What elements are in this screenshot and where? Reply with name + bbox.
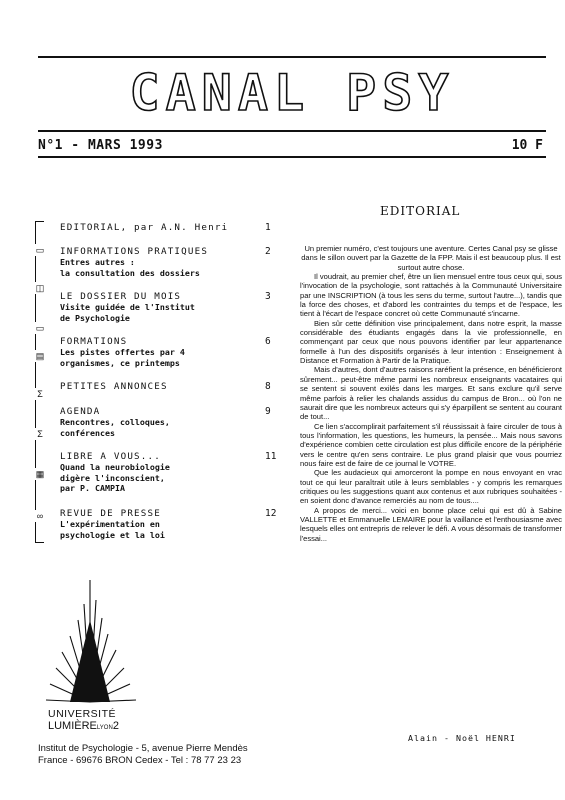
frame-icon: ◫ xyxy=(35,283,45,293)
toc-item-informations[interactable] xyxy=(60,246,270,278)
institute-line2: France - 69676 BRON Cedex - Tel : 78 77 23 23 xyxy=(38,755,242,766)
institute-address xyxy=(38,743,248,767)
editorial-heading: EDITORIAL xyxy=(380,204,461,218)
toc-item-title: INFORMATIONS PRATIQUES xyxy=(60,246,209,257)
toc-item-revue[interactable] xyxy=(60,508,270,540)
editorial-paragraph: Ce lien s'accomplirait parfaitement s'il réussissait à faire circuler de tous à tous l'information, les questions, les humeurs, la pensée... Mais nous savons d'expérience combien cette circulation est plus difficile encore de la périphérie vers le centre qu'en sens contraire. Le plus grand plaisir que vous pourriez nous faire est de faire de ce journal le VOTRE. xyxy=(300,421,562,468)
editorial-paragraph: Que les audacieux qui amorceront la pompe en nous envoyant en vrac tout ce qui leur paraîtrait utile à leurs semblables - y compris les remarques critiques ou les suggestions quant aux contenus et aux rubriques souhaitées - en soient donc d'avance remerciés au nom de tous.... xyxy=(300,468,562,506)
editorial-paragraph: Mais d'autres, dont d'autres raisons raréfient la présence, en bénéficieront sûrement... peut-être même parmi les nombreux enseignants vacataires qui se sentent si souvent exilés dans les marges. Et sans exclure qu'il serve même parfois à relier les chalands assidus du campus de Bron... où l'on ne saurait dire que les nombreux acteurs qui s'y éparpillent se sentent au courant de tout... xyxy=(300,365,562,422)
toc-page-number: 11 xyxy=(265,451,277,462)
toc-item-title: PETITES ANNONCES xyxy=(60,381,168,392)
editorial-paragraph: A propos de merci... voici en bonne place celui qui est dû à Sabine VALLETTE et Emmanuelle LEMAIRE pour la vaillance et l'enthousiasme avec lesquels elles ont entrepris de relever le défi. A vous désormais de transformer l'essai... xyxy=(300,505,562,543)
university-line2 xyxy=(48,720,119,734)
issue-rule xyxy=(38,156,546,158)
top-rule xyxy=(38,56,546,58)
toc-item-title: LIBRE A VOUS... xyxy=(60,451,161,462)
toc-item-libre[interactable] xyxy=(60,451,270,494)
grid-icon: ▦ xyxy=(35,469,45,479)
bar-icon: ▭ xyxy=(35,323,45,333)
masthead-rule xyxy=(38,130,546,132)
toc-item-annonces[interactable] xyxy=(60,381,270,392)
toc-item-title: LE DOSSIER DU MOIS xyxy=(60,291,182,302)
university-logo xyxy=(40,560,140,720)
loop-icon: ∞ xyxy=(34,510,46,522)
toc-item-desc: Les pistes offertes par 4 organismes, ce printemps xyxy=(60,347,185,368)
toc-item-formations[interactable] xyxy=(60,336,270,368)
toc-item-desc: Visite guidée de l'Institut de Psychologie xyxy=(60,302,195,323)
toc-page-number: 6 xyxy=(265,336,271,347)
editorial-paragraph: Il voudrait, au premier chef, être un lien mensuel entre tous ceux qui, sous l'invocation de la psychologie, sont rattachés à la Communauté Universitaire par une INSCRIPTION (à tous les sens du terme, surtout l'autre...), tandis que la force des choses, et d'abord les contraintes du temps et de l'espace, les tient à l'écart de l'espace concret où cette Communauté s'incarne. xyxy=(300,272,562,319)
masthead-title: CANAL PSY xyxy=(129,64,455,122)
toc-page-number: 8 xyxy=(265,381,271,392)
toc-page-number: 9 xyxy=(265,406,271,417)
university-number: 2 xyxy=(112,720,119,732)
toc-page-number: 2 xyxy=(265,246,271,257)
toc-item-title: FORMATIONS xyxy=(60,336,128,347)
editorial-paragraph: Un premier numéro, c'est toujours une aventure. Certes Canal psy se glisse dans le sillon ouvert par la Gazette de la FPP. Mais il est beaucoup plus. Il est surtout autre chose. xyxy=(301,244,561,272)
toc-item-desc: Quand la neurobiologie digère l'inconscient, par P. CAMPIA xyxy=(60,462,170,493)
pattern-icon: ▤ xyxy=(35,351,45,361)
university-lyon: LYON xyxy=(96,725,113,731)
toc-item-editorial[interactable] xyxy=(60,222,270,233)
editorial-body xyxy=(300,244,562,543)
toc-item-desc: L'expérimentation en psychologie et la loi xyxy=(60,519,165,540)
university-lumiere: LUMIÈRE xyxy=(48,720,97,732)
book-icon: ▭ xyxy=(35,245,45,255)
toc-bracket xyxy=(35,221,44,543)
toc-item-desc: Entres autres : la consultation des dossiers xyxy=(60,257,200,278)
masthead-logo xyxy=(38,60,546,122)
toc-item-title: REVUE DE PRESSE xyxy=(60,508,161,519)
toc-item-agenda[interactable] xyxy=(60,406,270,438)
editorial-signature: Alain - Noël HENRI xyxy=(408,733,516,743)
sigma-icon: Σ xyxy=(34,428,46,440)
toc-page-number: 3 xyxy=(265,291,271,302)
editorial-paragraph: Bien sûr cette définition vise principalement, dans notre esprit, la masse considérable des étudiants engagés dans la vie professionnelle, en commençant par ceux que nous pouvons identifier par leur appartenance formelle à l'un des dispositifs organisés à leur intention : Enseignement à Distance et Formation à Partir de la Pratique. xyxy=(300,318,562,366)
university-line1: UNIVERSITÉ xyxy=(48,708,117,720)
university-name xyxy=(48,708,119,734)
issue-price: 10 F xyxy=(511,138,543,153)
sigma-icon: Σ xyxy=(34,388,46,400)
toc-item-desc: Rencontres, colloques, conférences xyxy=(60,417,170,438)
issue-number: N°1 - MARS 1993 xyxy=(38,138,163,153)
toc-page-number: 12 xyxy=(265,508,277,519)
toc-item-dossier[interactable] xyxy=(60,291,270,323)
toc-item-title: AGENDA xyxy=(60,406,101,417)
toc-page-number: 1 xyxy=(265,222,271,233)
toc-item-title: EDITORIAL, par A.N. Henri xyxy=(60,222,229,233)
institute-line1: Institut de Psychologie - 5, avenue Pierre Mendès xyxy=(38,743,248,754)
